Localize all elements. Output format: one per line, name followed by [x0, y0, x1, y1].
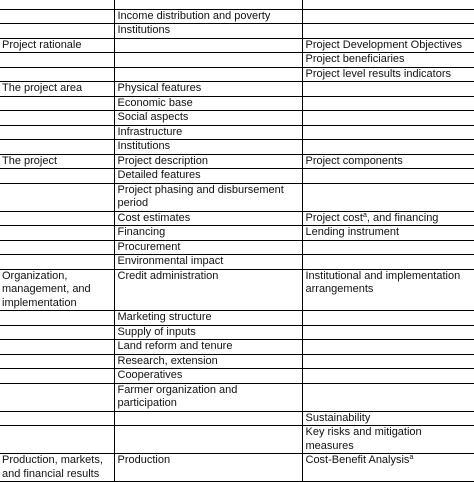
table-cell-c2 — [114, 125, 302, 140]
cell-text: Project rationale — [2, 38, 82, 51]
table-cell-c2 — [114, 154, 302, 169]
table-cell-c3 — [302, 240, 474, 255]
cell-text: Organization, management, and implementation — [2, 269, 91, 309]
table-cell-c2 — [114, 53, 302, 68]
table-cell-c1 — [0, 169, 114, 184]
table-row — [0, 325, 474, 340]
cell-text: Financing — [117, 226, 166, 238]
table-cell-c1 — [0, 240, 114, 255]
cell-text: Farmer organization and participation — [117, 383, 238, 409]
table-cell-c2 — [114, 183, 302, 211]
table-cell-c1 — [0, 311, 114, 326]
cell-text: Infrastructure — [117, 125, 183, 138]
cell-text: Income distribution and poverty — [117, 9, 271, 22]
table-row — [0, 269, 474, 311]
table-cell-c2 — [114, 226, 302, 241]
cell-text: Project description — [117, 154, 208, 167]
cell-text: The project area — [2, 82, 83, 94]
cell-text: Project Development Objectives — [305, 38, 463, 51]
table-cell-c1 — [0, 269, 114, 311]
cell-text: Environmental impact — [117, 255, 224, 267]
table-row — [0, 211, 474, 226]
table-cell-c2 — [114, 311, 302, 326]
table-row — [0, 67, 474, 82]
table-cell-c3 — [302, 340, 474, 355]
cell-text: Production — [117, 454, 171, 466]
table-cell-c2 — [114, 411, 302, 426]
table-cell-c2 — [114, 340, 302, 355]
table-cell-c3 — [302, 255, 474, 270]
table-row — [0, 111, 474, 126]
table-cell-c2 — [114, 111, 302, 126]
table-cell-c2 — [114, 269, 302, 311]
cell-text: Project phasing and disbursement period — [117, 183, 284, 209]
table-row — [0, 53, 474, 68]
table-cell-c3 — [302, 269, 474, 311]
table-cell-c1 — [0, 383, 114, 411]
table-row — [0, 183, 474, 211]
table-cell-c1 — [0, 24, 114, 39]
cell-text: Key risks and mitigation measures — [305, 426, 422, 452]
table-cell-c1 — [0, 454, 114, 482]
table-cell-c3 — [302, 82, 474, 97]
footnote-marker: a — [409, 454, 414, 461]
table-cell-c3 — [302, 0, 474, 9]
cell-text: Marketing structure — [117, 311, 212, 323]
cell-text: Cost-Benefit Analysis — [305, 454, 410, 466]
table-cell-c3 — [302, 38, 474, 53]
table-cell-c2 — [114, 38, 302, 53]
cell-text: Economic base — [117, 96, 193, 109]
table-cell-c1 — [0, 340, 114, 355]
table-cell-c3 — [302, 183, 474, 211]
table-cell-c3 — [302, 454, 474, 482]
table-cell-c1 — [0, 426, 114, 454]
cell-text: Land reform and tenure — [117, 340, 233, 352]
cell-text: Institutions — [117, 140, 171, 152]
table-cell-c3 — [302, 311, 474, 326]
table-cell-c1 — [0, 38, 114, 53]
table-row — [0, 383, 474, 411]
table-cell-c1 — [0, 211, 114, 226]
table-cell-c2 — [114, 67, 302, 82]
table-row — [0, 411, 474, 426]
table-row — [0, 96, 474, 111]
cell-text: Research, extension — [117, 354, 218, 367]
table-row — [0, 240, 474, 255]
table-row — [0, 340, 474, 355]
table-cell-c1 — [0, 140, 114, 155]
cell-text: Project level results indicators — [305, 67, 452, 80]
table-cell-c3 — [302, 96, 474, 111]
table-row — [0, 125, 474, 140]
cell-text: Credit administration — [117, 269, 219, 282]
table-cell-c3 — [302, 125, 474, 140]
table-cell-c2 — [114, 383, 302, 411]
cell-text: Institutions — [117, 24, 171, 36]
table-cell-c2 — [114, 454, 302, 482]
table-row — [0, 255, 474, 270]
table-cell-c2 — [114, 82, 302, 97]
table-row — [0, 82, 474, 97]
table-cell-c3 — [302, 67, 474, 82]
table-cell-c1 — [0, 154, 114, 169]
table-cell-c2 — [114, 369, 302, 384]
table-cell-c2 — [114, 255, 302, 270]
cell-text: Cost estimates — [117, 211, 191, 224]
table-cell-c3 — [302, 53, 474, 68]
table-cell-c3 — [302, 169, 474, 184]
cell-text: Supply of inputs — [117, 325, 196, 338]
table-row — [0, 354, 474, 369]
table-row — [0, 38, 474, 53]
table-cell-c3 — [302, 9, 474, 24]
table-cell-c1 — [0, 53, 114, 68]
table-row — [0, 226, 474, 241]
table-cell-c3 — [302, 140, 474, 155]
table-row — [0, 24, 474, 39]
table-cell-c1 — [0, 0, 114, 9]
table-cell-c2 — [114, 140, 302, 155]
table-cell-c3 — [302, 411, 474, 426]
table-cell-c1 — [0, 255, 114, 270]
table-cell-c1 — [0, 369, 114, 384]
table-cell-c1 — [0, 411, 114, 426]
table-cell-c3 — [302, 426, 474, 454]
table-cell-c1 — [0, 183, 114, 211]
table-cell-c2 — [114, 211, 302, 226]
table-cell-c1 — [0, 325, 114, 340]
cell-text: Procurement — [117, 240, 181, 253]
table-cell-c3 — [302, 354, 474, 369]
cell-text: The project — [2, 154, 58, 167]
table-cell-c2 — [114, 0, 302, 9]
cell-text: Institutional and implementation arrangements — [305, 269, 461, 295]
table-row — [0, 311, 474, 326]
table-cell-c1 — [0, 354, 114, 369]
table-cell-c3 — [302, 226, 474, 241]
table-cell-c3 — [302, 24, 474, 39]
cell-text: Project beneficiaries — [305, 53, 405, 65]
table-row — [0, 9, 474, 24]
table-cell-c3 — [302, 154, 474, 169]
table-cell-c2 — [114, 96, 302, 111]
table-cell-c1 — [0, 226, 114, 241]
table-cell-c1 — [0, 111, 114, 126]
table-row — [0, 154, 474, 169]
table-cell-c3 — [302, 325, 474, 340]
footnote-marker: a — [362, 211, 367, 219]
table-cell-c3 — [302, 211, 474, 226]
table-cell-c1 — [0, 82, 114, 97]
cell-text: Production, markets, and financial results — [2, 454, 103, 480]
cell-text: Sustainability — [305, 411, 371, 424]
table-cell-c2 — [114, 240, 302, 255]
cell-text: Detailed features — [117, 169, 201, 181]
table-cell-c2 — [114, 426, 302, 454]
cell-text: Social aspects — [117, 111, 189, 123]
table-cell-c1 — [0, 9, 114, 24]
table-cell-c3 — [302, 383, 474, 411]
table-row — [0, 0, 474, 9]
table-cell-c2 — [114, 325, 302, 340]
table-row — [0, 369, 474, 384]
table-cell-c3 — [302, 369, 474, 384]
cell-text: Lending instrument — [305, 226, 400, 238]
table-row — [0, 454, 474, 482]
table-cell-c2 — [114, 354, 302, 369]
table-row — [0, 426, 474, 454]
table-row — [0, 169, 474, 184]
cell-text: Project components — [305, 154, 403, 167]
cell-text: Physical features — [117, 82, 202, 94]
table-cell-c3 — [302, 111, 474, 126]
cell-text: Project cost — [305, 211, 363, 224]
table-cell-c1 — [0, 125, 114, 140]
table-cell-c1 — [0, 67, 114, 82]
table-cell-c1 — [0, 96, 114, 111]
table-cell-c2 — [114, 9, 302, 24]
table-cell-c2 — [114, 169, 302, 184]
table-cell-c2 — [114, 24, 302, 39]
cell-text-tail: , and financing — [366, 211, 439, 224]
table-row — [0, 140, 474, 155]
cell-text: Cooperatives — [117, 369, 183, 381]
